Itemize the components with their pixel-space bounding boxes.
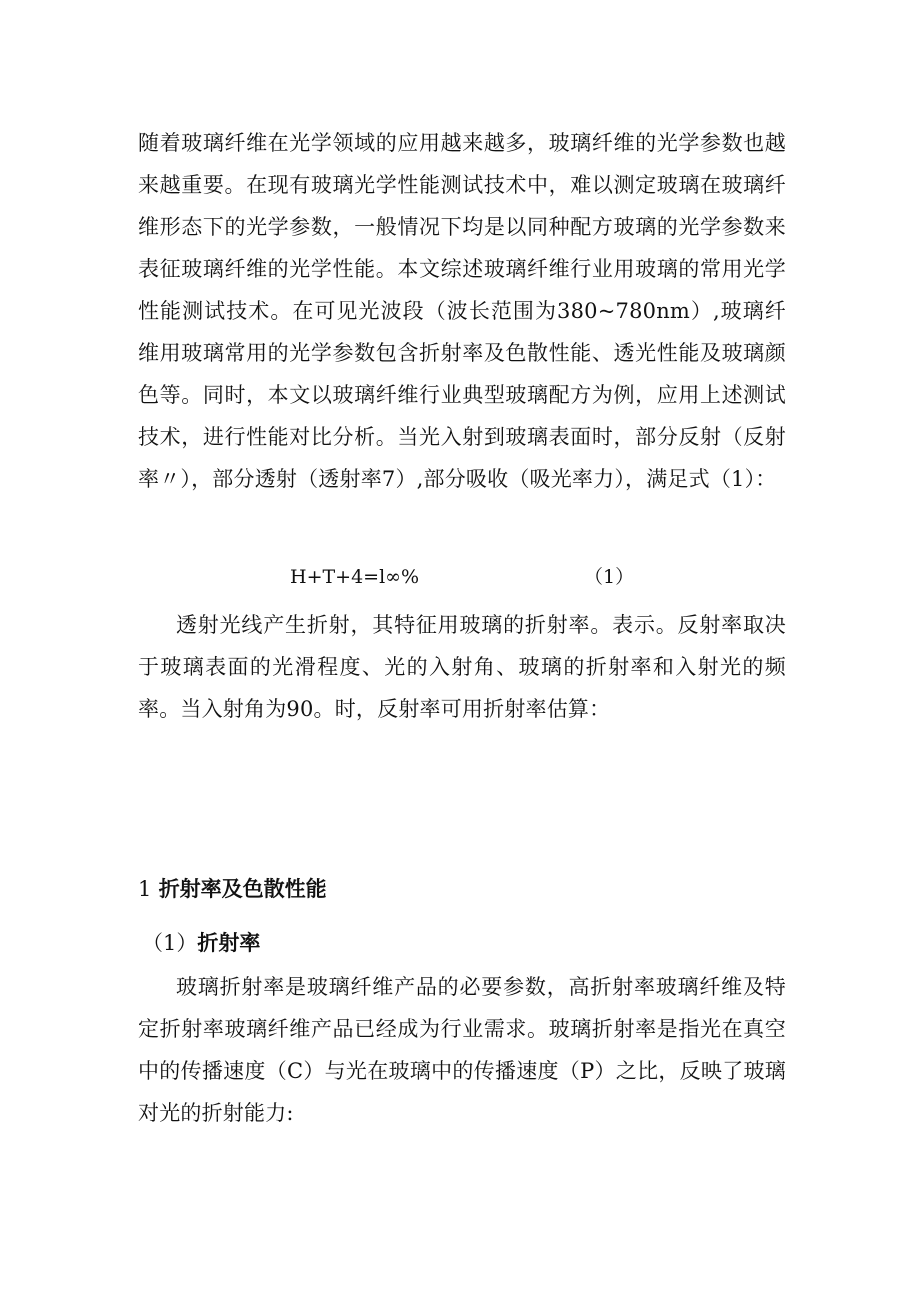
equation-number: （1） <box>584 566 635 588</box>
refraction-intro-paragraph: 透射光线产生折射，其特征用玻璃的折射率。表示。反射率取决于玻璃表面的光滑程度、光的入射角、玻璃的折射率和入射光的频率。当入射角为90。时，反射率可用折射率估算： <box>138 613 786 721</box>
subsection-heading <box>142 926 260 960</box>
subsection-number: （1） <box>142 931 198 955</box>
equation-formula: H+T+4=l∞% <box>290 566 420 588</box>
equation-row <box>0 560 920 594</box>
section-heading <box>138 872 327 906</box>
section-title: 折射率及色散性能 <box>158 877 327 901</box>
intro-paragraph: 随着玻璃纤维在光学领域的应用越来越多，玻璃纤维的光学参数也越来越重要。在现有玻璃光学性能测试技术中，难以测定玻璃在玻璃纤维形态下的光学参数，一般情况下均是以同种配方玻璃的光学参数来表征玻璃纤维的光学性能。本文综述玻璃纤维行业用玻璃的常用光学性能测试技术。在可见光波段（波长范围为380~780nm）,玻璃纤维用玻璃常用的光学参数包含折射率及色散性能、透光性能及玻璃颜色等。同时，本文以玻璃纤维行业典型玻璃配方为例，应用上述测试技术，进行性能对比分析。当光入射到玻璃表面时，部分反射（反射率〃），部分透射（透射率7）,部分吸收（吸光率力），满足式（1）： <box>138 131 786 491</box>
section-number: 1 <box>138 877 152 901</box>
refractive-index-paragraph: 玻璃折射率是玻璃纤维产品的必要参数，高折射率玻璃纤维及特定折射率玻璃纤维产品已经成为行业需求。玻璃折射率是指光在真空中的传播速度（C）与光在玻璃中的传播速度（P）之比，反映了玻璃对光的折射能力: <box>138 975 786 1125</box>
subsection-title: 折射率 <box>197 931 261 955</box>
